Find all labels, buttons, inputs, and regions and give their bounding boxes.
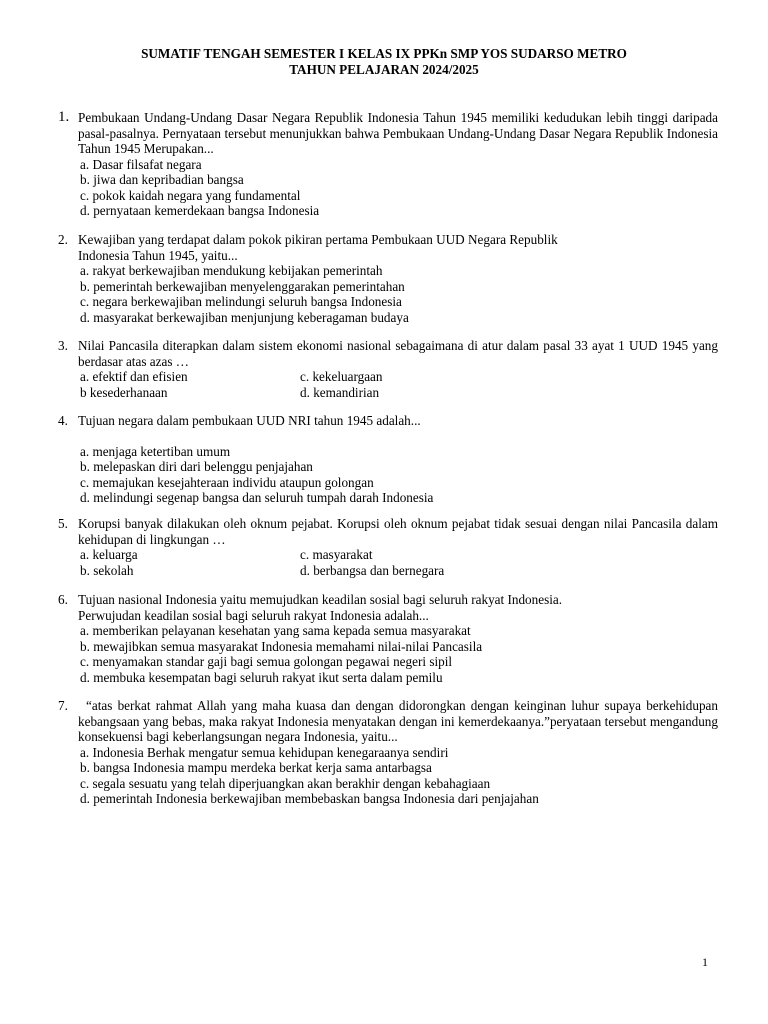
question-text: [78, 232, 718, 263]
question-text: Korupsi banyak dilakukan oleh oknum pejabat. Korupsi oleh oknum pejabat tidak sesuai dengan nilai Pancasila dalam kehidupan di lingkungan …: [78, 516, 718, 547]
option-c: c. menyamakan standar gaji bagi semua golongan pegawai negeri sipil: [80, 654, 453, 669]
option-c: c. memajukan kesejahteraan individu ataupun golongan: [80, 474, 374, 490]
question-3: [58, 338, 718, 400]
option-d: d. membuka kesempatan bagi seluruh rakyat ikut serta dalam pemilu: [80, 669, 443, 685]
question-number: 6.: [58, 592, 68, 607]
question-text: [78, 592, 718, 623]
question-text: Tujuan negara dalam pembukaan UUD NRI tahun 1945 adalah...: [78, 413, 421, 428]
option-b: b. sekolah: [80, 562, 134, 578]
question-1: [58, 110, 718, 219]
question-7: [58, 698, 718, 807]
option-c: c. pokok kaidah negara yang fundamental: [80, 187, 301, 203]
option-b: b. jiwa dan kepribadian bangsa: [80, 172, 244, 187]
option-a: a. memberikan pelayanan kesehatan yang sama kepada semua masyarakat: [80, 623, 471, 638]
option-d: d. masyarakat berkewajiban menjunjung keberagaman budaya: [80, 309, 409, 325]
question-number: 4.: [58, 413, 68, 428]
option-d: d. berbangsa dan bernegara: [300, 562, 445, 578]
question-number: 7.: [58, 698, 68, 713]
option-b: b. mewajibkan semua masyarakat Indonesia memahami nilai-nilai Pancasila: [80, 638, 483, 654]
question-4: [58, 413, 718, 506]
question-text-line-2: Indonesia Tahun 1945, yaitu...: [78, 247, 238, 263]
question-text-line-2: Perwujudan keadilan sosial bagi seluruh rakyat Indonesia adalah...: [78, 607, 429, 623]
question-text: “atas berkat rahmat Allah yang maha kuasa dan dengan didorongkan dengan keinginan luhur supaya berkehidupan kebangsaan yang bebas, maka rakyat Indonesia menyatakan dengan ini kemerdekaanya.”peryataan tersebut mengandung konsekuensi bagi keberlangsungan negara Indonesia, yaitu...: [78, 698, 718, 744]
option-a: a. keluarga: [80, 547, 138, 562]
question-text-line-1: Tujuan nasional Indonesia yaitu memujudkan keadilan sosial bagi seluruh rakyat Indonesia.: [78, 592, 563, 607]
option-a: a. Dasar filsafat negara: [80, 156, 202, 172]
question-number: 1.: [58, 109, 70, 125]
option-c: c. negara berkewajiban melindungi seluruh bangsa Indonesia: [80, 294, 402, 309]
option-b: b. pemerintah berkewajiban menyelenggarakan pemerintahan: [80, 278, 405, 294]
option-b: b kesederhanaan: [80, 384, 168, 400]
option-a: a. efektif dan efisien: [80, 369, 188, 384]
option-b: b. bangsa Indonesia mampu merdeka berkat kerja sama antarbagsa: [80, 760, 432, 775]
option-b: b. melepaskan diri dari belenggu penjajahan: [80, 459, 313, 474]
question-text: Pembukaan Undang-Undang Dasar Negara Republik Indonesia Tahun 1945 memiliki kedudukan lebih tinggi daripada pasal-pasalnya. Pernyataan tersebut menunjukkan bahwa Pembukaan Undang-Undang Dasar Negara Republik Indonesia Tahun 1945 Merupakan...: [78, 110, 718, 156]
option-a: a. Indonesia Berhak mengatur semua kehidupan kenegaraanya sendiri: [80, 744, 449, 760]
question-number: 2.: [58, 232, 68, 247]
question-2: [58, 232, 718, 325]
option-a: a. rakyat berkewajiban mendukung kebijakan pemerintah: [80, 263, 383, 278]
question-6: [58, 592, 718, 685]
question-text: Nilai Pancasila diterapkan dalam sistem ekonomi nasional sebagaimana di atur dalam pasal 33 ayat 1 UUD 1945 yang berdasar atas azas …: [78, 338, 718, 369]
option-d: d. pemerintah Indonesia berkewajiban membebaskan bangsa Indonesia dari penjajahan: [80, 791, 539, 806]
option-a: a. menjaga ketertiban umum: [80, 443, 231, 459]
option-c: c. segala sesuatu yang telah diperjuangkan akan berakhir dengan kebahagiaan: [80, 775, 491, 791]
option-d: d. melindungi segenap bangsa dan seluruh tumpah darah Indonesia: [80, 490, 434, 505]
question-number: 5.: [58, 516, 68, 531]
option-c: c. kekeluargaan: [300, 369, 383, 384]
option-d: d. pernyataan kemerdekaan bangsa Indonesia: [80, 203, 320, 218]
page-number: 1: [702, 955, 708, 969]
question-text-line-1: Kewajiban yang terdapat dalam pokok pikiran pertama Pembukaan UUD Negara Republik: [78, 232, 558, 247]
academic-year: TAHUN PELAJARAN 2024/2025: [289, 62, 479, 77]
exam-title: SUMATIF TENGAH SEMESTER I KELAS IX PPKn SMP YOS SUDARSO METRO: [141, 46, 627, 61]
question-number: 3.: [58, 338, 68, 353]
option-c: c. masyarakat: [300, 547, 373, 562]
option-d: d. kemandirian: [300, 384, 380, 400]
question-5: [58, 516, 718, 578]
